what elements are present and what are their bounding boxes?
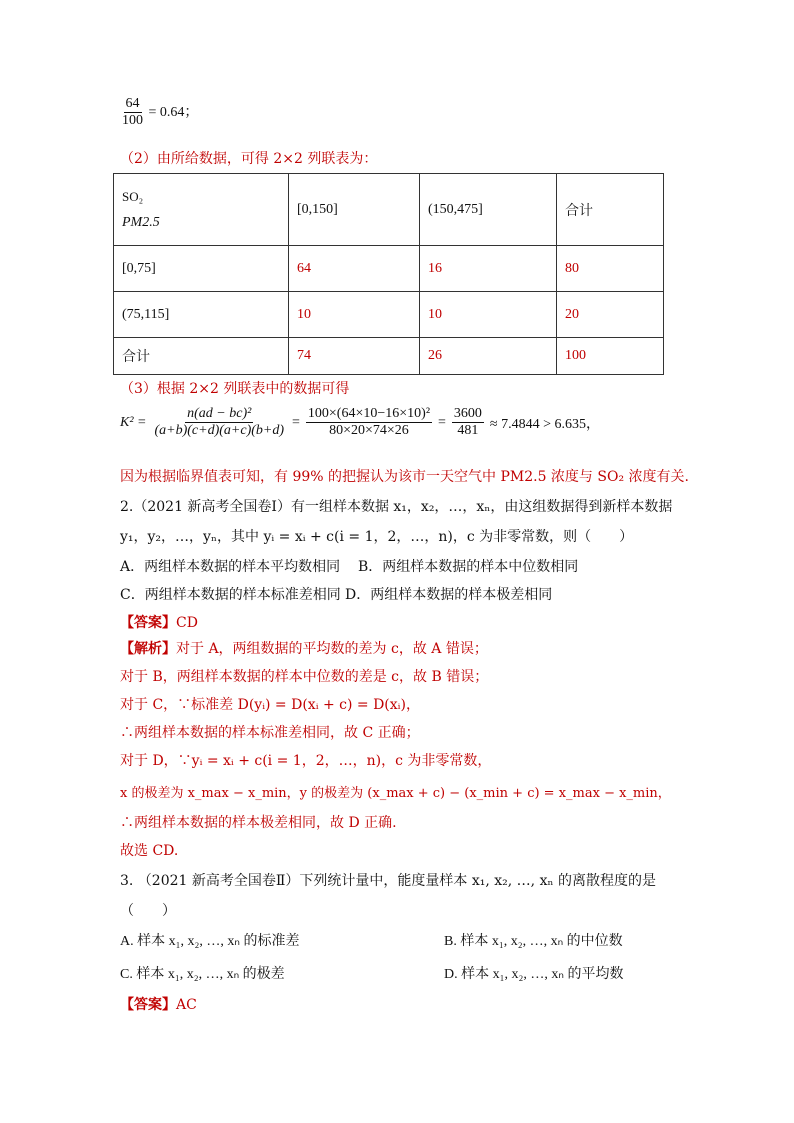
fraction-result: = 0.64； (148, 104, 199, 120)
table-cell: 16 (420, 246, 557, 292)
table-row (114, 292, 664, 338)
formula-tail: ≈ 7.4844 > 6.635， (489, 416, 601, 432)
formula-fraction-result (452, 406, 484, 439)
contingency-table (113, 173, 664, 375)
q3-stem-line1: 3. （2021 新高考全国卷Ⅱ）下列统计量中，能度量样本 x₁, x₂, …, xₙ 的离散程度的是 (120, 873, 656, 889)
q3-option-b: B. 样本 x₁, x₂, …, xₙ 的中位数 (444, 934, 623, 949)
q3-option-c: C. 样本 x₁, x₂, …, xₙ 的极差 (120, 967, 285, 982)
q2-analysis-line2: 对于 B，两组样本数据的样本中位数的差是 c，故 B 错误； (120, 669, 489, 685)
q2-answer-line (120, 612, 198, 632)
table-cell: 10 (289, 292, 420, 338)
table-cell: 64 (289, 246, 420, 292)
table-cell: 26 (420, 338, 557, 375)
values-numerator: 100×(64×10−16×10)² (306, 406, 432, 423)
table-cell: 20 (557, 292, 664, 338)
answer-tag: 【答案】 (120, 997, 176, 1013)
q2-analysis-line8: 故选 CD. (120, 843, 179, 859)
q2-analysis-line6: x 的极差为 x_max − x_min，y 的极差为 (x_max + c) − (x_min + c) = x_max − x_min， (120, 786, 671, 801)
table-cell: 80 (557, 246, 664, 292)
answer-value: AC (176, 997, 197, 1013)
part3-intro: （3）根据 2×2 列联表中的数据可得 (120, 381, 350, 397)
analysis-tag: 【解析】 (120, 641, 176, 657)
q2-option-c: C．两组样本数据的样本标准差相同 (120, 587, 341, 603)
q2-analysis-line4: ∴两组样本数据的样本标准差相同，故 C 正确； (120, 725, 420, 741)
fraction-denominator: 100 (122, 113, 143, 129)
result-numerator: 3600 (452, 406, 484, 423)
header-col2: (150,475] (420, 174, 557, 246)
q2-analysis-line3: 对于 C，∵标准差 D(yᵢ) = D(xᵢ + c) = D(xᵢ)， (120, 697, 420, 713)
formula-denominator: (a+b)(c+d)(a+c)(b+d) (154, 423, 284, 439)
q2-option-b: B．两组样本数据的样本中位数相同 (358, 559, 579, 575)
q3-answer-line (120, 994, 197, 1014)
table-cell: 74 (289, 338, 420, 375)
q3-stem-line2: （ ） (120, 903, 176, 919)
equals-sign: = (292, 414, 300, 430)
table-cell: 10 (420, 292, 557, 338)
formula-fraction-general (152, 406, 286, 439)
analysis-text: 对于 A，两组数据的平均数的差为 c，故 A 错误； (176, 641, 488, 657)
answer-value: CD (176, 615, 198, 631)
part3-conclusion: 因为根据临界值表可知，有 99% 的把握认为该市一天空气中 PM2.5 浓度与 SO₂ 浓度有关. (120, 469, 689, 485)
row-label: (75,115] (114, 292, 289, 338)
table-row (114, 338, 664, 375)
row-label: [0,75] (114, 246, 289, 292)
table-corner-cell (114, 174, 289, 246)
result-denominator: 481 (457, 423, 479, 439)
formula-fraction-values (306, 406, 432, 439)
answer-tag: 【答案】 (120, 615, 176, 631)
k-squared-formula (120, 406, 600, 439)
header-col3: 合计 (557, 174, 664, 246)
q2-analysis-line7: ∴两组样本数据的样本极差相同，故 D 正确. (120, 815, 397, 831)
part2-intro: （2）由所给数据，可得 2×2 列联表为： (120, 151, 378, 167)
top-fraction-line (120, 96, 198, 129)
k-lhs: K² = (120, 414, 147, 430)
table-header-row (114, 174, 664, 246)
q3-option-a: A. 样本 x₁, x₂, …, xₙ 的标准差 (120, 934, 300, 949)
q2-stem-line2: y₁，y₂，…，yₙ，其中 yᵢ = xᵢ + c(i = 1，2，…，n)，c 为非零常数，则（ ） (120, 529, 634, 545)
q2-option-d: D．两组样本数据的样本极差相同 (345, 587, 553, 603)
values-denominator: 80×20×74×26 (329, 423, 409, 439)
fraction-64-100 (120, 96, 145, 129)
q2-analysis-line1 (120, 638, 488, 658)
table-cell: 100 (557, 338, 664, 375)
q2-analysis-line5: 对于 D，∵yᵢ = xᵢ + c(i = 1，2，…，n)，c 为非零常数， (120, 753, 492, 769)
equals-sign-2: = (438, 414, 446, 430)
corner-so2: SO₂ (122, 188, 144, 204)
corner-pm25: PM2.5 (122, 214, 160, 230)
fraction-numerator: 64 (124, 96, 142, 113)
q3-option-d: D. 样本 x₁, x₂, …, xₙ 的平均数 (444, 967, 624, 982)
q2-option-a: A．两组样本数据的样本平均数相同 (120, 559, 341, 575)
formula-numerator: n(ad − bc)² (185, 406, 253, 423)
header-col1: [0,150] (289, 174, 420, 246)
table-row (114, 246, 664, 292)
q2-stem-line1: 2.（2021 新高考全国卷Ⅰ）有一组样本数据 x₁，x₂，…，xₙ，由这组数据得到新样本数据 (120, 499, 673, 515)
row-label: 合计 (114, 338, 289, 375)
